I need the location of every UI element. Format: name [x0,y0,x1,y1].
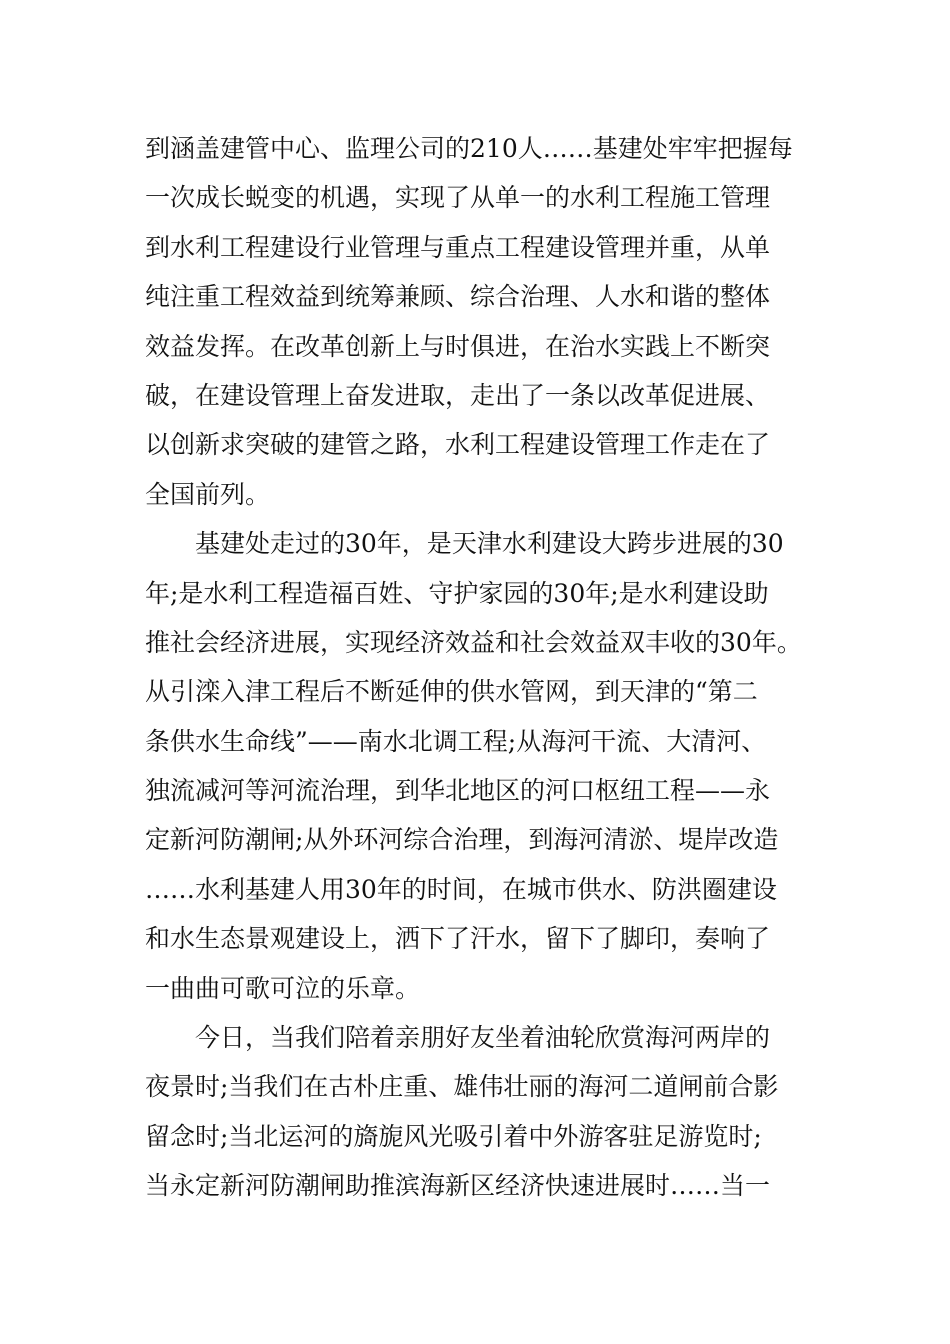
text-line: ……水利基建人用30年的时间，在城市供水、防洪圈建设 [145,874,777,904]
text-line: 全国前列。 [145,479,271,509]
text-line: 一曲曲可歌可泣的乐章。 [145,973,421,1003]
text-line: 到水利工程建设行业管理与重点工程建设管理并重，从单 [145,232,771,262]
text-line: 基建处走过的30年，是天津水利建设大跨步进展的30 [145,529,784,559]
paragraph [145,519,810,1013]
text-line: 条供水生命线”——南水北调工程;从海河干流、大清河、 [145,726,767,756]
paragraph [145,1013,810,1211]
text-line: 以创新求突破的建管之路，水利工程建设管理工作走在了 [145,430,771,460]
text-line: 效益发挥。在改革创新上与时俱进，在治水实践上不断突 [145,331,771,361]
text-line: 从引滦入津工程后不断延伸的供水管网，到天津的“第二 [145,677,758,707]
paragraph [145,124,810,519]
text-line: 和水生态景观建设上，洒下了汗水，留下了脚印，奏响了 [145,924,771,954]
text-line: 今日，当我们陪着亲朋好友坐着油轮欣赏海河两岸的 [145,1023,771,1053]
text-line: 定新河防潮闸;从外环河综合治理，到海河清淤、堤岸改造 [145,825,779,855]
text-line: 夜景时;当我们在古朴庄重、雄伟壮丽的海河二道闸前合影 [145,1072,779,1102]
text-line: 年;是水利工程造福百姓、守护家园的30年;是水利建设助 [145,578,769,608]
text-line: 到涵盖建管中心、监理公司的210人……基建处牢牢把握每 [145,134,793,163]
text-line: 当永定新河防潮闸助推滨海新区经济快速进展时……当一 [145,1171,771,1201]
text-line: 独流减河等河流治理，到华北地区的河口枢纽工程——永 [145,776,771,806]
document-body [145,124,810,1211]
text-line: 一次成长蜕变的机遇，实现了从单一的水利工程施工管理 [145,183,771,213]
text-line: 留念时;当北运河的旖旎风光吸引着中外游客驻足游览时; [145,1121,762,1151]
text-line: 纯注重工程效益到统筹兼顾、综合治理、人水和谐的整体 [145,282,771,312]
text-line: 破，在建设管理上奋发进取，走出了一条以改革促进展、 [145,380,771,410]
text-line: 推社会经济进展，实现经济效益和社会效益双丰收的30年。 [145,627,802,657]
